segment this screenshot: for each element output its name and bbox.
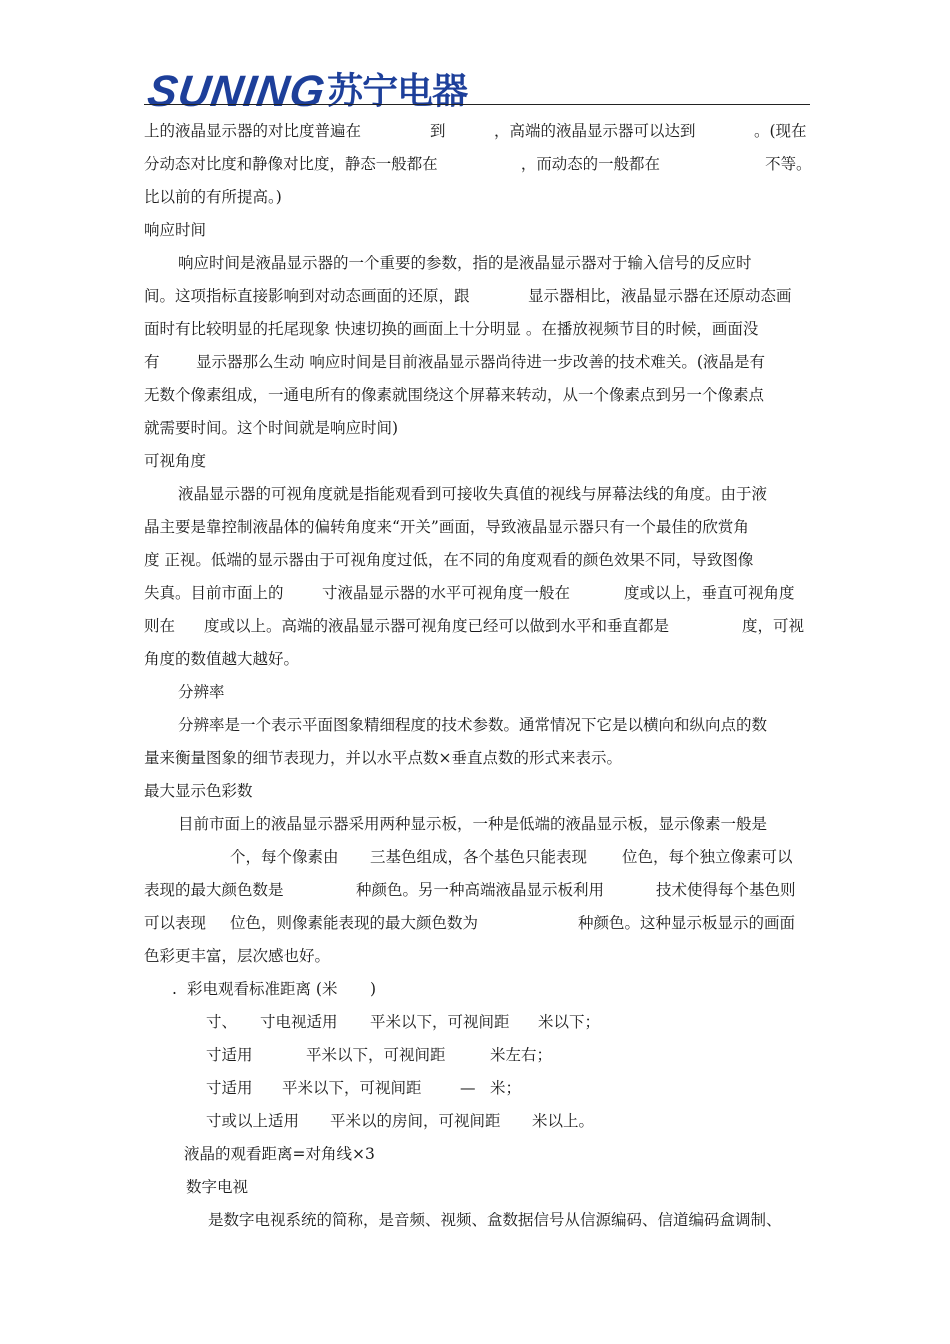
text-line: [0, 280, 950, 313]
text-segment: 寸适用: [206, 1079, 253, 1097]
header-rule: [144, 104, 810, 105]
text-segment: 种颜色。另一种高端液晶显示板利用: [356, 881, 605, 899]
text-segment: 个，每个像素由: [230, 848, 339, 866]
text-segment: 上的液晶显示器的对比度普遍在: [144, 122, 362, 140]
text-segment: 位色，每个独立像素可以: [622, 848, 793, 866]
text-segment: 位色，则像素能表现的最大颜色数为: [230, 914, 479, 932]
text-line: [0, 1072, 950, 1105]
text-line: [0, 742, 950, 775]
text-line: [0, 874, 950, 907]
text-segment: 种颜色。这种显示板显示的画面: [578, 914, 796, 932]
heading-text: 数字电视: [186, 1178, 249, 1196]
text-segment: 寸适用: [206, 1046, 253, 1064]
text-segment: 则在: [144, 617, 176, 635]
text-segment: ，而动态的一般都在: [520, 155, 660, 173]
heading-text: 可视角度: [144, 452, 207, 470]
heading-text: 彩电观看标准距离 (米: [187, 980, 338, 998]
text-segment: 三基色组成，各个基色只能表现: [370, 848, 588, 866]
text-line: [0, 247, 950, 280]
text-line: [0, 379, 950, 412]
text-line: [0, 544, 950, 577]
text-line: [0, 709, 950, 742]
text-segment: 度 正视。低端的显示器由于可视角度过低，在不同的角度观看的颜色效果不同，导致图像: [144, 551, 754, 569]
section-heading: [0, 775, 950, 808]
text-line: [0, 181, 950, 214]
text-segment: ，高端的液晶显示器可以达到: [494, 122, 696, 140]
text-line: [0, 808, 950, 841]
text-segment: 米以下；: [538, 1013, 601, 1031]
text-segment: 寸电视适用: [260, 1013, 338, 1031]
text-segment: 液晶的观看距离=对角线×3: [184, 1145, 375, 1163]
text-segment: 分动态对比度和静像对比度，静态一般都在: [144, 155, 438, 173]
text-segment: 显示器相比，液晶显示器在还原动态画: [528, 287, 792, 305]
section-heading: [0, 445, 950, 478]
text-segment: 不等。: [765, 155, 812, 173]
text-segment: 目前市面上的液晶显示器采用两种显示板，一种是低端的液晶显示板，显示像素一般是: [178, 815, 768, 833]
text-segment: 技术使得每个基色则: [656, 881, 796, 899]
text-line: [0, 313, 950, 346]
text-line: [0, 643, 950, 676]
text-segment: 显示器那么生动 响应时间是目前液晶显示器尚待进一步改善的技术难关。(液晶是有: [196, 353, 765, 371]
heading-text: 分辨率: [178, 683, 225, 701]
text-segment: 寸液晶显示器的水平可视角度一般在: [322, 584, 571, 602]
section-heading: [0, 676, 950, 709]
text-line: [0, 907, 950, 940]
text-line: [0, 1105, 950, 1138]
text-segment: 到: [430, 122, 446, 140]
text-line: [0, 1138, 950, 1171]
text-segment: 失真。目前市面上的: [144, 584, 284, 602]
text-segment: 平米以下，可视间距: [370, 1013, 510, 1031]
section-heading: [0, 214, 950, 247]
text-line: [0, 1039, 950, 1072]
text-line: [0, 1204, 950, 1237]
text-segment: 平米以的房间，可视间距: [330, 1112, 501, 1130]
text-line: [0, 148, 947, 181]
text-segment: 是数字电视系统的简称，是音频、视频、盒数据信号从信源编码、信道编码盒调制、: [208, 1211, 782, 1229]
text-segment: 晶主要是靠控制液晶体的偏转角度来“开关”画面，导致液晶显示器只有一个最佳的欣赏角: [144, 518, 749, 536]
text-segment: 米左右；: [490, 1046, 553, 1064]
text-segment: 有: [144, 353, 160, 371]
text-segment: 量来衡量图象的细节表现力，并以水平点数×垂直点数的形式来表示。: [144, 749, 622, 767]
text-segment: 色彩更丰富，层次感也好。: [144, 947, 331, 965]
text-segment: 表现的最大颜色数是: [144, 881, 284, 899]
text-segment: 就需要时间。这个时间就是响应时间): [144, 419, 399, 437]
heading-text: 响应时间: [144, 221, 207, 239]
text-segment: 角度的数值越大越好。: [144, 650, 300, 668]
text-segment: 度或以上。高端的液晶显示器可视角度已经可以做到水平和垂直都是: [204, 617, 670, 635]
text-segment: 度或以上，垂直可视角度: [624, 584, 795, 602]
brand-latin: SUNING: [144, 67, 329, 116]
text-line: [0, 346, 950, 379]
text-segment: 可以表现: [144, 914, 207, 932]
text-segment: 分辨率是一个表示平面图象精细程度的技术参数。通常情况下它是以横向和纵向点的数: [178, 716, 768, 734]
text-segment: 寸、: [206, 1013, 238, 1031]
text-segment: —: [460, 1079, 476, 1097]
heading-text: .: [172, 980, 177, 998]
text-segment: 间。这项指标直接影响到对动态画面的还原，跟: [144, 287, 470, 305]
text-segment: 面时有比较明显的托尾现象 快速切换的画面上十分明显 。在播放视频节目的时候，画面没: [144, 320, 759, 338]
text-line: [0, 115, 950, 148]
text-segment: 响应时间是液晶显示器的一个重要的参数，指的是液晶显示器对于输入信号的反应时: [178, 254, 752, 272]
text-segment: 。(现在: [754, 122, 807, 140]
brand-cjk: 苏宁电器: [327, 71, 468, 112]
suning-logo: [144, 67, 468, 116]
section-heading: [0, 1171, 950, 1204]
text-line: [0, 610, 950, 643]
text-line: [0, 841, 950, 874]
text-line: [0, 577, 950, 610]
text-segment: 平米以下，可视间距: [306, 1046, 446, 1064]
text-segment: 平米以下，可视间距: [282, 1079, 422, 1097]
text-segment: 无数个像素组成，一通电所有的像素就围绕这个屏幕来转动，从一个像素点到另一个像素点: [144, 386, 765, 404]
text-segment: 寸或以上适用: [206, 1112, 300, 1130]
text-segment: 米以上。: [532, 1112, 595, 1130]
text-segment: 米；: [490, 1079, 522, 1097]
section-heading: [0, 973, 950, 1006]
text-segment: 度，可视: [742, 617, 805, 635]
text-line: [0, 940, 950, 973]
text-line: [0, 478, 950, 511]
text-segment: 液晶显示器的可视角度就是指能观看到可接收失真值的视线与屏幕法线的角度。由于液: [178, 485, 768, 503]
text-line: [0, 511, 950, 544]
text-line: [0, 412, 950, 445]
text-segment: 比以前的有所提高。): [144, 188, 282, 206]
heading-text: ): [370, 980, 377, 998]
text-line: [0, 1006, 950, 1039]
heading-text: 最大显示色彩数: [144, 782, 253, 800]
